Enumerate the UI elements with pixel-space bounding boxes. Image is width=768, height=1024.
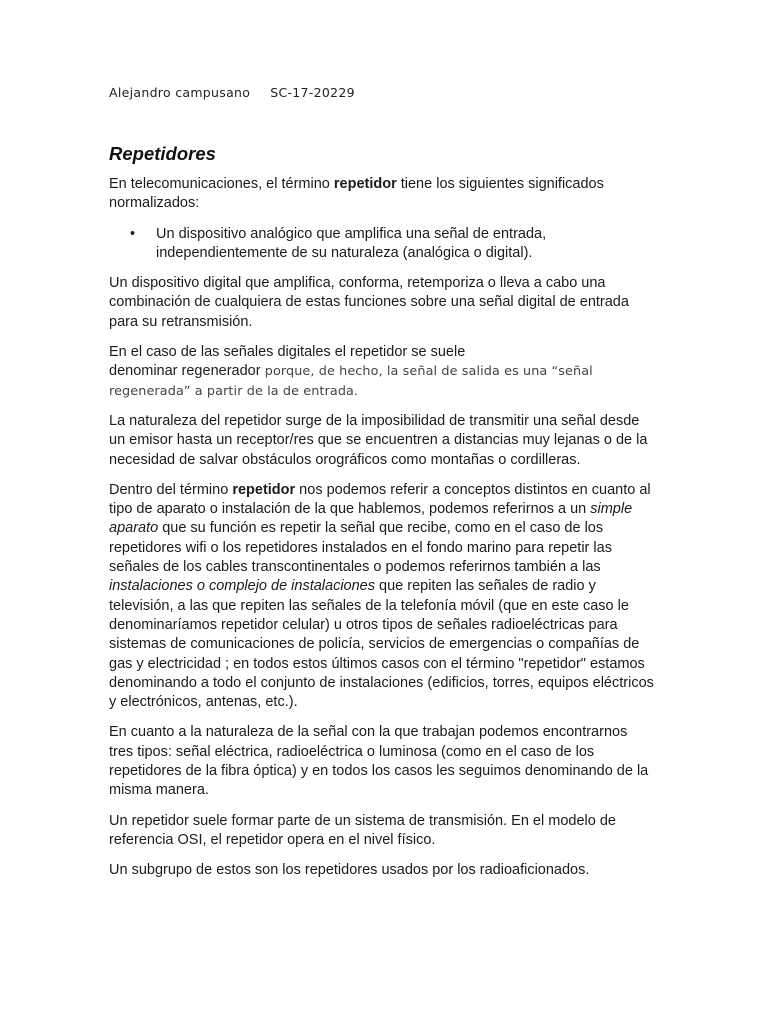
paragraph-osi: Un repetidor suele formar parte de un sistema de transmisión. En el modelo de referencia OSI, el repetidor opera en el nivel físico. (109, 812, 616, 848)
term-repetidor: repetidor (333, 176, 397, 192)
paragraph-tipos-senal: En cuanto a la naturaleza de la señal con la que trabajan podemos encontrarnos tres tipos: señal eléctrica, radioeléctrica o luminosa (como en el caso de los repetidores de la fibra óptica) y en todos los casos les seguimos denominando de la misma manera. (109, 724, 649, 799)
paragraph-conceptos: Dentro del término repetidor nos podemos referir a conceptos distintos en cuanto al tipo de aparato o instalación de la que hablemos, podemos referirnos a un simple aparato que su función es repetir la señal que recibe, como en el caso de los repetidores wifi o los repetidores instalados en el fondo marino para repetir las señales de los cables transcontinentales o podemos referirnos también a las instalaciones o complejo de instalaciones que repiten las señales de radio y televisión, a las que repiten las señales de la telefonía móvil (que en este caso le denominaríamos repetidor celular) u otros tipos de señales radioeléctricas para sistemas de comunicaciones de policía, servicios de emergencias o compañías de gas y electricidad ; en todos estos últimos casos con el término "repetidor" estamos denominando a todo el conjunto de instalaciones (edificios, torres, equipos eléctricos y electrónicos, antenas, etc.). (109, 481, 654, 711)
document-body (109, 85, 654, 892)
paragraph-regenerador: En el caso de las señales digitales el repetidor se suele denominar regenerador porque, de hecho, la señal de salida es una “señal regenerada” a partir de la de entrada. (109, 344, 593, 399)
paragraph-radioaficionados: Un subgrupo de estos son los repetidores usados por los radioaficionados. (109, 862, 590, 879)
paragraph-naturaleza: La naturaleza del repetidor surge de la imposibilidad de transmitir una señal desde un emisor hasta un receptor/res que se encuentren a distancias muy lejanas o de la necesidad de salvar obstáculos orográficos como montañas o cordilleras. (109, 412, 648, 468)
definition-list (109, 225, 654, 264)
bullet-icon: • (130, 225, 136, 242)
paragraph-digital: Un dispositivo digital que amplifica, conforma, retemporiza o lleva a cabo una combinación de cualquiera de estas funciones sobre una señal digital de entrada para su retransmisión. (109, 275, 629, 330)
author-name: Alejandro campusano (109, 85, 251, 100)
student-code: SC-17-20229 (270, 85, 355, 100)
header-line (109, 85, 654, 100)
page-title: Repetidores (109, 143, 216, 164)
paragraph-intro: En telecomunicaciones, el término repetidor tiene los siguientes significados normalizados: (109, 176, 604, 212)
list-item: • Un dispositivo analógico que amplifica una señal de entrada, independientemente de su naturaleza (analógica o digital). (130, 225, 547, 261)
